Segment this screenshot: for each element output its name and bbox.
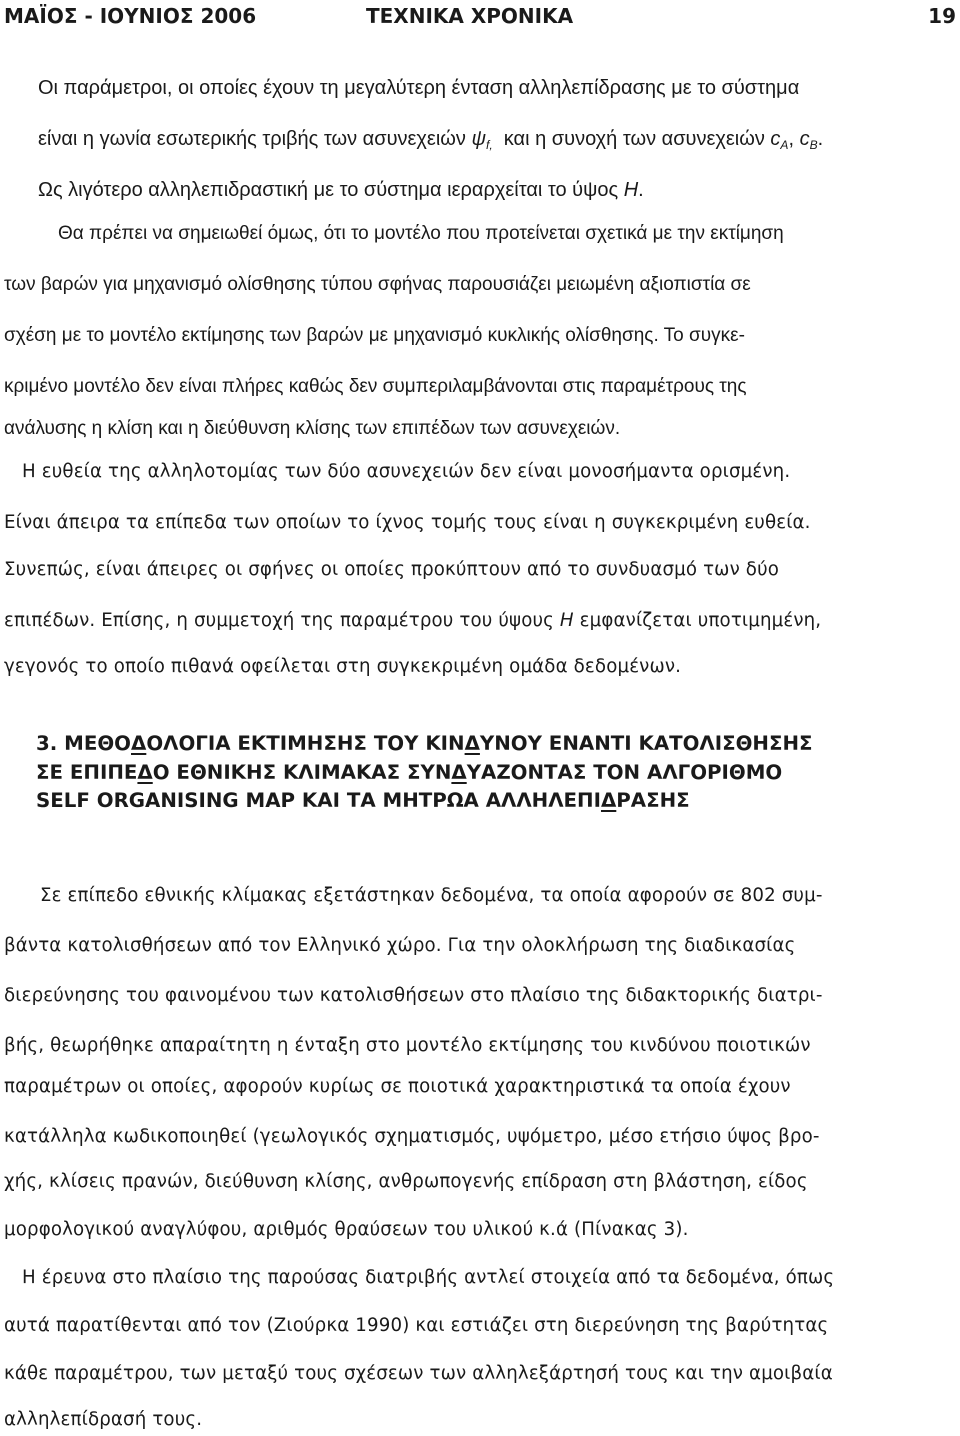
text-line: Σε επίπεδο εθνικής κλίμακας εξετάστηκαν δεδομένα, τα οποία αφορούν σε 802 συμ- [40,885,823,906]
header-issue-date: ΜΑΪΟΣ - ΙΟΥΝΙΟΣ 2006 [4,4,257,28]
symbol-text: c [770,128,781,150]
heading-line [36,758,782,788]
text-span: SELF ORGANISING MAP ΚΑΙ ΤΑ ΜΗΤΡΩΑ ΑΛΛΗΛΕΠΙ [36,789,601,812]
underlined-letter: Δ [600,789,617,812]
text-span: και η συνοχή των ασυνεχειών [492,128,771,150]
text-line: των βαρών για μηχανισμό ολίσθησης τύπου σφήνας παρουσιάζει μειωμένη αξιοπιστία σε [4,274,751,295]
text-line [38,178,644,202]
text-span: ΡΑΣΗΣ [616,789,690,812]
text-line: γεγονός το οποίο πιθανά οφείλεται στη συγκεκριμένη ομάδα δεδομένων. [4,656,682,677]
header-journal-title: ΤΕΧΝΙΚΑ ΧΡΟΝΙΚΑ [366,4,574,28]
text-line [38,127,823,151]
text-span: . [638,179,644,201]
subscript: f, [486,138,493,152]
text-line: ανάλυσης η κλίση και η διεύθυνση κλίσης των επιπέδων των ασυνεχειών. [4,418,621,439]
text-span: είναι η γωνία εσωτερικής τριβής των ασυνεχειών [38,128,472,150]
symbol-text: c [799,128,810,150]
text-span: επιπέδων. Επίσης, η συμμετοχή της παραμέτρου του ύψους [4,610,560,631]
page-header [0,0,960,34]
text-line: βής, θεωρήθηκε απαραίτητη η ένταξη στο μοντέλο εκτίμησης του κινδύνου ποιοτικών [4,1035,811,1056]
heading-line [36,786,690,816]
text-line: βάντα κατολισθήσεων από τον Ελληνικό χώρο. Για την ολοκλήρωση της διαδικασίας [4,935,796,956]
text-span: , [788,128,800,150]
text-line: αυτά παρατίθενται από τον (Ζιούρκα 1990) και εστιάζει στη διερεύνηση της βαρύτητας [4,1315,829,1336]
symbol-text: ψ [471,128,487,150]
text-line: χής, κλίσεις πρανών, διεύθυνση κλίσης, ανθρωπογενής επίδραση στη βλάστηση, είδος [4,1171,808,1192]
text-line: μορφολογικού αναγλύφου, αριθμός θραύσεων του υλικού κ.ά (Πίνακας 3). [4,1219,689,1240]
underlined-letter: Δ [137,761,153,784]
text-span: 3. ΜΕΘΟ [36,732,131,755]
text-line: σχέση με το μοντέλο εκτίμησης των βαρών με μηχανισμό κυκλικής ολίσθησης. Το συγκε- [4,325,745,346]
text-span: . [817,128,824,150]
heading-line [36,729,813,759]
text-line: Οι παράμετροι, οι οποίες έχουν τη μεγαλύτερη ένταση αλληλεπίδρασης με το σύστημα [38,77,800,99]
subscript: B [809,138,818,152]
text-line: κριμένο μοντέλο δεν είναι πλήρες καθώς δεν συμπεριλαμβάνονται στις παραμέτρους της [4,376,747,397]
text-span: εμφανίζεται υποτιμημένη, [573,610,822,631]
text-line: Η έρευνα στο πλαίσιο της παρούσας διατριβής αντλεί στοιχεία από τα δεδομένα, όπως [22,1267,835,1288]
symbol-psi [471,128,492,150]
text-line: διερεύνησης του φαινομένου των κατολισθήσεων στο πλαίσιο της διδακτορικής διατρι- [4,985,823,1006]
header-page-number: 19 [928,4,956,28]
text-line: παραμέτρων οι οποίες, αφορούν κυρίως σε ποιοτικά χαρακτηριστικά τα οποία έχουν [4,1076,791,1097]
text-span: Ως λιγότερο αλληλεπιδραστική με το σύστημα ιεραρχείται το ύψος [38,179,624,201]
underlined-letter: Δ [464,732,480,755]
symbol-h: H [623,179,639,201]
symbol-cb [800,128,818,150]
text-span: ΣΕ ΕΠΙΠΕ [36,761,138,784]
symbol-ca [770,128,788,150]
text-span: ΥΑΖΟΝΤΑΣ ΤΟΝ ΑΛΓΟΡΙΘΜΟ [466,761,783,784]
text-span: Ο ΕΘΝΙΚΗΣ ΚΛΙΜΑΚΑΣ ΣΥΝ [152,761,452,784]
text-span: ΥΝΟΥ ΕΝΑΝΤΙ ΚΑΤΟΛΙΣΘΗΣΗΣ [479,732,813,755]
text-line: Είναι άπειρα τα επίπεδα των οποίων το ίχνος τομής τους είναι η συγκεκριμένη ευθεία. [4,512,811,533]
text-line: κάθε παραμέτρου, των μεταξύ τους σχέσεων των αλληλεξάρτησή τους και την αμοιβαία [4,1363,833,1384]
text-line: κατάλληλα κωδικοποιηθεί (γεωλογικός σχηματισμός, υψόμετρο, μέσο ετήσιο ύψος βρο- [4,1126,820,1147]
symbol-h: H [559,610,574,631]
text-span: ΟΛΟΓΙΑ ΕΚΤΙΜΗΣΗΣ ΤΟΥ ΚΙΝ [146,732,465,755]
text-line [4,609,821,633]
underlined-letter: Δ [131,732,147,755]
text-line: Η ευθεία της αλληλοτομίας των δύο ασυνεχειών δεν είναι μονοσήμαντα ορισμένη. [22,461,791,482]
underlined-letter: Δ [451,761,467,784]
text-line: αλληλεπίδρασή τους. [4,1409,203,1430]
text-line: Συνεπώς, είναι άπειρες οι σφήνες οι οποίες προκύπτουν από το συνδυασμό των δύο [4,559,780,580]
text-line: Θα πρέπει να σημειωθεί όμως, ότι το μοντέλο που προτείνεται σχετικά με την εκτίμηση [58,223,784,244]
subscript: A [780,138,789,152]
